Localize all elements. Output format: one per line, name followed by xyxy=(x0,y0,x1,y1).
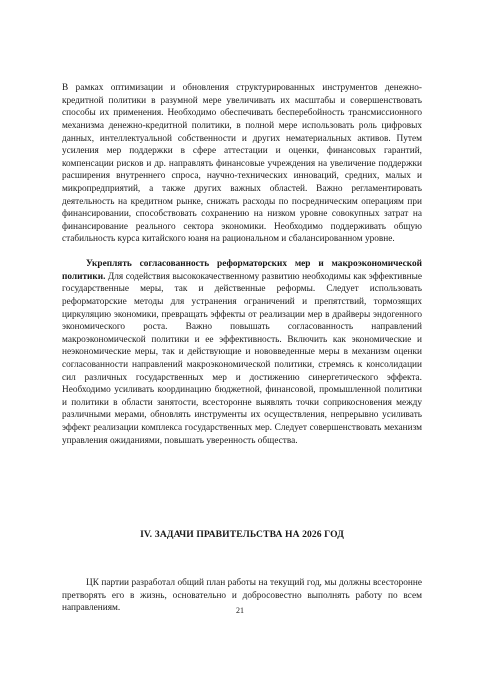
paragraph-lead-bold: Укреплять согласованность реформаторских мер и макроэкономической политики. xyxy=(62,259,422,282)
paragraph-text: Для содействия высококачественному развитию необходимы как эффективные государственные меры, так и действенные реформы. Следует использовать реформаторские методы для устранения ограничений и препятствий, тормозящих циркуляцию экономики, превращать эффекты от реализации мер в драйверы эндогенного экономического роста. Важно повышать согласованность направлений макроэкономической политики и ее эффективность. Включить как экономические и неэкономические меры, так и действующие и нововведенные меры в механизм оценки согласованности направлений макроэкономической политики, стремясь к консолидации сил различных государственных мер и достижению синергетического эффекта. Необходимо усиливать координацию бюджетной, финансовой, промышленной политики и политики в области занятости, всесторонне выявлять точки соприкосновения между различными мерами, обновлять инструменты их осуществления, непрерывно усиливать эффект реализации комплекса государственных мер. Следует совершенствовать механизм управления ожиданиями, повышать уверенность общества. xyxy=(62,271,422,446)
body-paragraph: ЦК партии разработал общий план работы на текущий год, мы должны всесторонне претворять его в жизнь, основательно и добросовестно выполнять работу по всем направлениям. xyxy=(62,578,422,614)
page-number: 21 xyxy=(236,606,244,615)
section-heading: IV. ЗАДАЧИ ПРАВИТЕЛЬСТВА НА 2026 ГОД xyxy=(140,529,344,540)
body-paragraph: В рамках оптимизации и обновления структурированных инструментов денежно-кредитной политики в разумной мере увеличивать их масштабы и совершенствовать способы их применения. Необходимо обеспечивать бесперебойность трансмиссионного механизма денежно-кредитной политики, в полной мере использовать роль цифровых данных, интеллектуальной собственности и других нематериальных активов. Путем усиления мер поддержки в сфере аттестации и оценки, финансовых гарантий, компенсации рисков и др. направлять финансовые учреждения на увеличение поддержки расширения внутреннего спроса, научно-технических инноваций, средних, малых и микропредприятий, а также других важных областей. Важно регламентировать деятельность на кредитном рынке, снижать расходы по посредническим операциям при финансировании, способствовать сохранению на низком уровне совокупных затрат на финансирование реального сектора экономики. Необходимо поддерживать общую стабильность курса китайского юаня на рациональном и сбалансированном уровне. xyxy=(62,83,422,245)
body-paragraph xyxy=(62,258,422,447)
